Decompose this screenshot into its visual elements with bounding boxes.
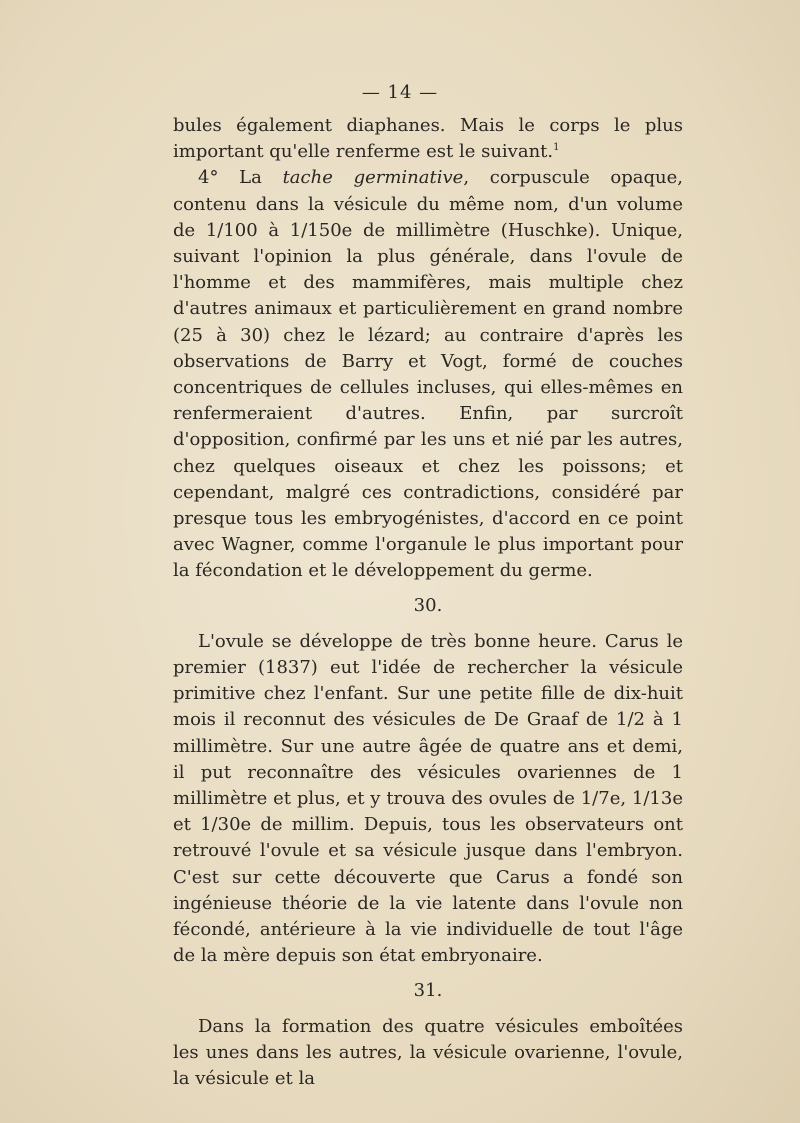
paragraph-continuation [173, 113, 683, 165]
body-text [173, 113, 683, 1092]
paragraph-tache-germinative [173, 165, 683, 584]
section-number-30: 30. [413, 594, 443, 616]
item-number: 4° La [198, 167, 262, 189]
paragraph-vesicles: Dans la formation des quatre vésicules emboîtées les unes dans les autres, la vésicule ovarienne, l'ovule, la vésicule et la [173, 1015, 683, 1090]
paragraph-ovule-development: L'ovule se développe de très bonne heure. Carus le premier (1837) eut l'idée de rechercher la vésicule primitive chez l'enfant. Sur une petite fille de dix-huit mois il reconnut des vésicules de De Graaf de 1/2 à 1 millimètre. Sur une autre âgée de quatre ans et demi, il put reconnaître des vésicules ovariennes de 1 millimètre et plus, et y trouva des ovules de 1/7e, 1/13e et 1/30e de millim. Depuis, tous les observateurs ont retrouvé l'ovule et sa vésicule jusque dans l'embryon. C'est sur cette découverte que Carus a fondé son ingénieuse théorie de la vie latente dans l'ovule non fécondé, antérieure à la vie individuelle de tout l'âge de la mère depuis son état embryonaire. [173, 630, 683, 967]
paragraph-text: bules également diaphanes. Mais le corps le plus important qu'elle renferme est le suivant. [173, 115, 683, 163]
paragraph-text: , corpuscule opaque, contenu dans la vésicule du même nom, d'un volume de 1/100 à 1/150e de millimètre (Huschke). Unique, suivant l'opinion la plus générale, dans l'ovule de l'homme et des mammifères, mais multiple chez d'autres animaux et particulièrement en grand nombre (25 à 30) chez le lézard; au contraire d'après les observations de Barry et Vogt, formé de couches concentriques de cellules incluses, qui elles-mêmes en renfermeraient d'autres. Enfin, par surcroît d'opposition, confirmé par les uns et nié par les autres, chez quelques oiseaux et chez les poissons; et cependant, malgré ces contradictions, considéré par presque tous les embryogénistes, d'accord en ce point avec Wagner, comme l'organule le plus important pour la fécondation et le développement du germe. [173, 167, 684, 582]
section-number-31: 31. [413, 979, 443, 1001]
italic-term: tache germinative [282, 167, 464, 189]
page-number: — 14 — [361, 82, 439, 103]
footnote-marker: 1 [553, 142, 560, 154]
